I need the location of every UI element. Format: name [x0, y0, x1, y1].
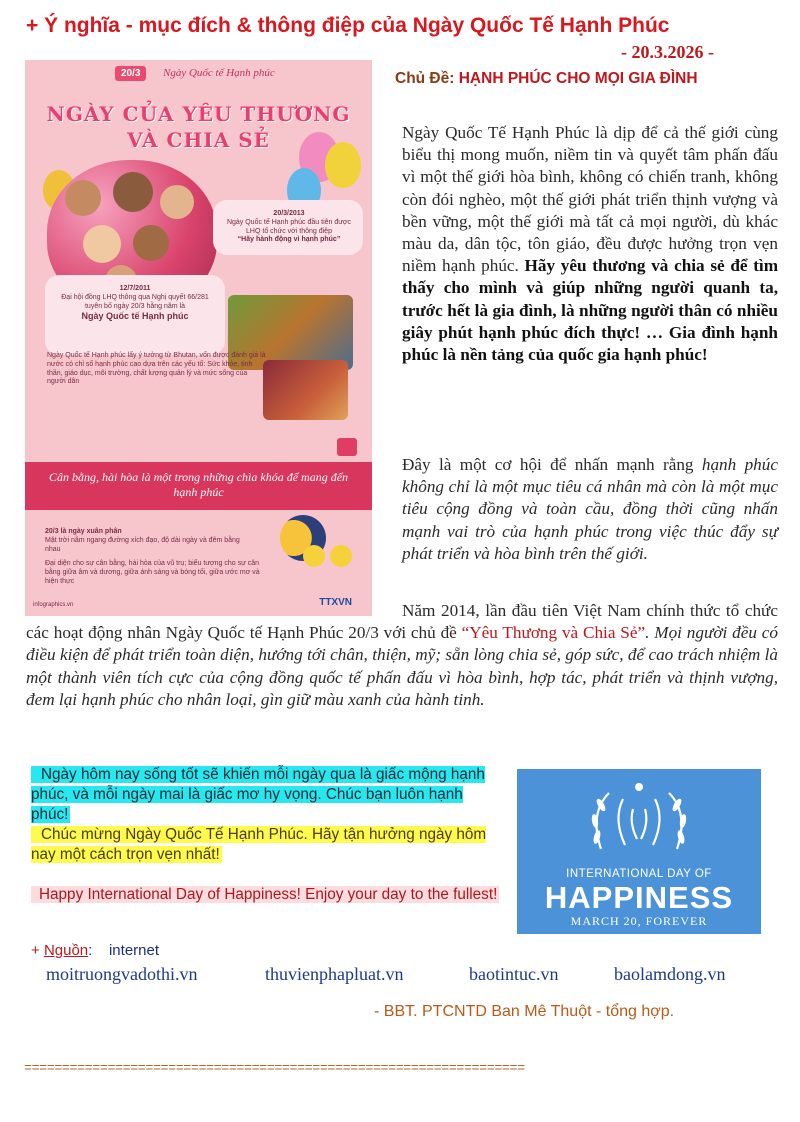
infographic-poster [25, 60, 372, 616]
source-link[interactable]: thuvienphapluat.vn [265, 964, 404, 984]
heart-icon [337, 438, 357, 456]
paragraph-1 [380, 122, 778, 366]
note-2013 [220, 210, 358, 245]
note-2011-text: Đại hội đồng LHQ thông qua Nghị quyết 66/281 [61, 293, 209, 301]
note-bhutan: Ngày Quốc tế Hạnh phúc lấy ý tưởng từ Bhutan, vốn được đánh giá là nước có chỉ số hạnh phúc cao dựa trên các yếu tố: Sức khỏe, tinh thần, giáo dục, môi trường, chất lượng quản lý và mức sống của người dân [47, 352, 266, 386]
paragraph-3 [26, 600, 778, 711]
poster-quote: Cân bằng, hài hòa là một trong những chìa khóa để mang đến hạnh phúc [48, 470, 349, 499]
happiness-day-logo [517, 769, 761, 934]
agency-logo: TTXVN [319, 597, 352, 608]
balloon-icon [325, 142, 361, 188]
source-label[interactable]: Nguồn [43, 942, 89, 959]
note-2013-message: “Hãy hành động vì hạnh phúc” [237, 236, 341, 244]
note-2011 [51, 285, 219, 323]
note-2011-b: tuyên bố ngày 20/3 hằng năm là [84, 302, 186, 310]
paragraph-2-text: Đây là một cơ hội để nhấn mạnh rằng [402, 455, 702, 474]
wish-3 [31, 885, 504, 905]
note-spring-text: Mặt trời nằm ngang đường xích đạo, độ dài ngày và đêm bằng nhau [45, 536, 240, 553]
paragraph-3-theme: “Yêu Thương và Chia Sẻ” [461, 623, 646, 643]
poster-date-tag: 20/3 [115, 66, 146, 81]
wish-2 [31, 825, 504, 865]
face-photo [113, 172, 153, 212]
children-photo [263, 360, 348, 420]
source-link[interactable]: baolamdong.vn [614, 964, 726, 984]
paragraph-1-text: Ngày Quốc Tế Hạnh Phúc là dịp để cả thế giới cùng biểu thị mong muốn, niềm tin và quyết tâm phấn đấu vì một thế giới hòa bình, không có chiến tranh, không còn đói nghèo, một thế giới phát triển thịnh vượng và bền vững, một thế giới mà tất cả mọi người, dù khác màu da, dân tộc, tôn giáo, đều được hưởng trọn vẹn niềm hạnh phúc. [402, 123, 778, 276]
face-photo [83, 225, 121, 263]
wish-3-text: Happy International Day of Happiness! Enjoy your day to the fullest! [31, 886, 499, 903]
logo-line-2: HAPPINESS [544, 880, 734, 915]
wish-1-text: Ngày hôm nay sống tốt sẽ khiến mỗi ngày qua là giấc mộng hạnh phúc, và mỗi ngày mai là giấc mơ hy vọng. Chúc bạn luôn hạnh phúc! [31, 766, 485, 823]
wish-2-text: Chúc mừng Ngày Quốc Tế Hạnh Phúc. Hãy tận hưởng ngày hôm nay một cách trọn vẹn nhất! [31, 826, 487, 863]
source-link[interactable]: baotintuc.vn [469, 964, 559, 984]
face-photo [65, 180, 101, 216]
paragraph-2 [380, 454, 778, 565]
theme-line [395, 70, 698, 88]
source-line [31, 942, 159, 959]
laurel-icon [517, 769, 761, 869]
theme-value: HẠNH PHÚC CHO MỌI GIA ĐÌNH [458, 70, 698, 87]
paragraph-1-emphasis: Hãy yêu thương và chia sẻ để tìm thấy cho mình và giúp những người quanh ta, trước hết là gia đình, là những người thân có nhiều giây phút hạnh phúc đích thực! … Gia đình hạnh phúc là nền tảng của quốc gia hạnh phúc! [402, 256, 779, 365]
note-spring [45, 528, 245, 554]
note-2011-date: 12/7/2011 [119, 285, 151, 292]
paragraph-3-text: Năm 2014, lần đầu tiên Việt Nam chính thức tổ chức các hoạt động nhân Ngày Quốc tế Hạnh Phúc 20/3 với chủ đề [26, 601, 778, 643]
wish-1 [31, 765, 504, 825]
poster-headline-2: VÀ CHIA SẺ [127, 128, 270, 152]
logo-line-1: INTERNATIONAL DAY OF [566, 868, 712, 880]
source-prefix: + [31, 942, 44, 959]
note-2013-date: 20/3/2013 [273, 210, 305, 217]
poster-headline-1: NGÀY CỦA YÊU THƯƠNG [46, 102, 351, 126]
face-photo [160, 185, 194, 219]
theme-label: Chủ Đề: [395, 70, 455, 87]
paragraph-2-italic: hạnh phúc không chỉ là một mục tiêu cá nhân mà còn là một mục tiêu cộng đồng và toàn cầu, đồng thời cũng nhấn mạnh vai trò của hạnh phúc trong việc thúc đẩy sự phát triển và hòa bình trên thế giới. [402, 455, 778, 563]
poster-tagline: Ngày Quốc tế Hạnh phúc [163, 67, 275, 79]
paragraph-3-italic: . Mọi người đều có điều kiện để phát triển toàn diện, hướng tới chân, thiện, mỹ; sẵn lòng chia sẻ, góp sức, để cao trách nhiệm là một thành viên tích cực của cộng đồng quốc tế phấn đấu vì hòa bình, hợp tác, phát triển và thịnh vượng, đem lại hạnh phúc cho nhân loại, gìn giữ màu xanh của hành tinh. [26, 623, 778, 709]
page-title: + Ý nghĩa - mục đích & thông điệp của Ngày Quốc Tế Hạnh Phúc [26, 14, 670, 37]
poster-credit: infographics.vn [33, 602, 74, 608]
smiley-icon [330, 545, 352, 567]
note-balance: Đại diện cho sự cân bằng, hài hòa của vũ trụ; biểu tượng cho sự cân bằng giữa âm và dương, giữa ánh sáng và bóng tối, giữa ước mơ và hiện thực [45, 560, 260, 585]
note-2013-text: Ngày Quốc tế Hạnh phúc đầu tiên được LHQ tổ chức với thông điệp [226, 218, 352, 235]
compiler-credit: - BBT. PTCNTD Ban Mê Thuột - tổng hợp. [374, 1003, 675, 1020]
source-suffix: : internet [88, 942, 160, 959]
note-2011-c: Ngày Quốc tế Hạnh phúc [81, 311, 189, 322]
smiley-icon [303, 545, 325, 567]
face-photo [133, 225, 169, 261]
source-link[interactable]: moitruongvadothi.vn [46, 964, 198, 984]
event-date: - 20.3.2026 - [621, 42, 714, 62]
divider-rule: ================================================================== [24, 1062, 525, 1077]
note-spring-title: 20/3 là ngày xuân phân [45, 528, 122, 535]
logo-line-3: MARCH 20, FOREVER [570, 914, 708, 928]
